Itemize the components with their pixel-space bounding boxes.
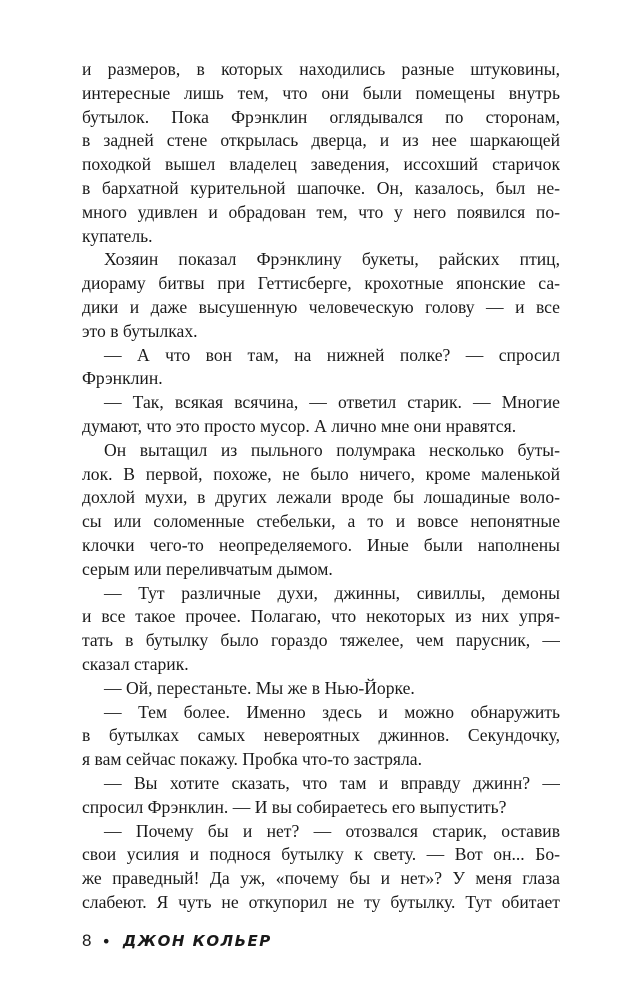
text-line: — Тут различные духи, джинны, сивиллы, демоны	[104, 582, 560, 603]
text-line: бутылок. Пока Фрэнклин оглядывался по сторонам,	[82, 106, 560, 127]
text-line: в бархатной курительной шапочке. Он, казалось, был не-	[82, 177, 560, 198]
text-line: дохлой мухи, в других лежали вроде бы лошадиные воло-	[82, 487, 560, 508]
text-line: много удивлен и обрадован тем, что у него появился по-	[82, 201, 560, 222]
text-line: свои усилия и поднося бутылку к свету. — Вот он... Бо-	[82, 844, 560, 865]
page-footer	[82, 929, 272, 953]
text-line: — Почему бы и нет? — отозвался старик, оставив	[104, 820, 560, 841]
text-line: походкой вышел владелец заведения, иссохший старичок	[82, 154, 560, 175]
text-line: — Так, всякая всячина, — ответил старик. — Многие	[104, 392, 560, 413]
text-line: — Вы хотите сказать, что там и вправду джинн? —	[104, 772, 560, 793]
text-line: сы или соломенные стебельки, а то и вовсе непонятные	[82, 511, 560, 532]
text-line: это в бутылках.	[82, 320, 198, 341]
text-line: и все такое прочее. Полагаю, что некоторых из них упря-	[82, 606, 560, 627]
text-line: Хозяин показал Фрэнклину букеты, райских птиц,	[104, 249, 560, 270]
text-line: в бутылках самых невероятных джиннов. Секундочку,	[82, 725, 560, 746]
page-number: 8	[82, 931, 92, 950]
footer-bullet: •	[101, 931, 111, 951]
text-line: Он вытащил из пыльного полумрака несколько буты-	[104, 439, 560, 460]
text-line: спросил Фрэнклин. — И вы собираетесь его выпустить?	[82, 796, 507, 817]
text-line: думают, что это просто мусор. А лично мне они нравятся.	[82, 415, 517, 436]
text-line: лок. В первой, похоже, не было ничего, кроме маленькой	[82, 463, 560, 484]
text-line: Фрэнклин.	[82, 368, 163, 389]
text-line: диораму битвы при Геттисберге, крохотные японские са-	[82, 273, 560, 294]
text-line: дики и даже высушенную человеческую голову — и все	[82, 296, 560, 317]
text-line: тать в бутылку было гораздо тяжелее, чем парусник, —	[82, 630, 560, 651]
text-line: серым или переливчатым дымом.	[82, 558, 333, 579]
text-line: же праведный! Да уж, «почему бы и нет»? У меня глаза	[82, 868, 560, 889]
text-line: в задней стене открылась дверца, и из нее шаркающей	[82, 130, 560, 151]
text-line: интересные лишь тем, что они были помещены внутрь	[82, 82, 560, 103]
text-line: слабеют. Я чуть не откупорил не ту бутылку. Тут обитает	[82, 891, 560, 912]
text-line: — Ой, перестаньте. Мы же в Нью-Йорке.	[104, 677, 415, 698]
text-line: и размеров, в которых находились разные штуковины,	[82, 59, 560, 79]
text-line: сказал старик.	[82, 653, 189, 674]
text-line: — А что вон там, на нижней полке? — спросил	[104, 344, 560, 365]
body-text	[82, 58, 560, 915]
running-head-author: ДЖОН КОЛЬЕР	[122, 932, 272, 950]
text-line: купатель.	[82, 225, 153, 246]
text-line: — Тем более. Именно здесь и можно обнаружить	[104, 701, 560, 722]
text-line: я вам сейчас покажу. Пробка что-то застряла.	[82, 749, 423, 770]
text-line: клочки чего-то неопределяемого. Иные были наполнены	[82, 534, 560, 555]
